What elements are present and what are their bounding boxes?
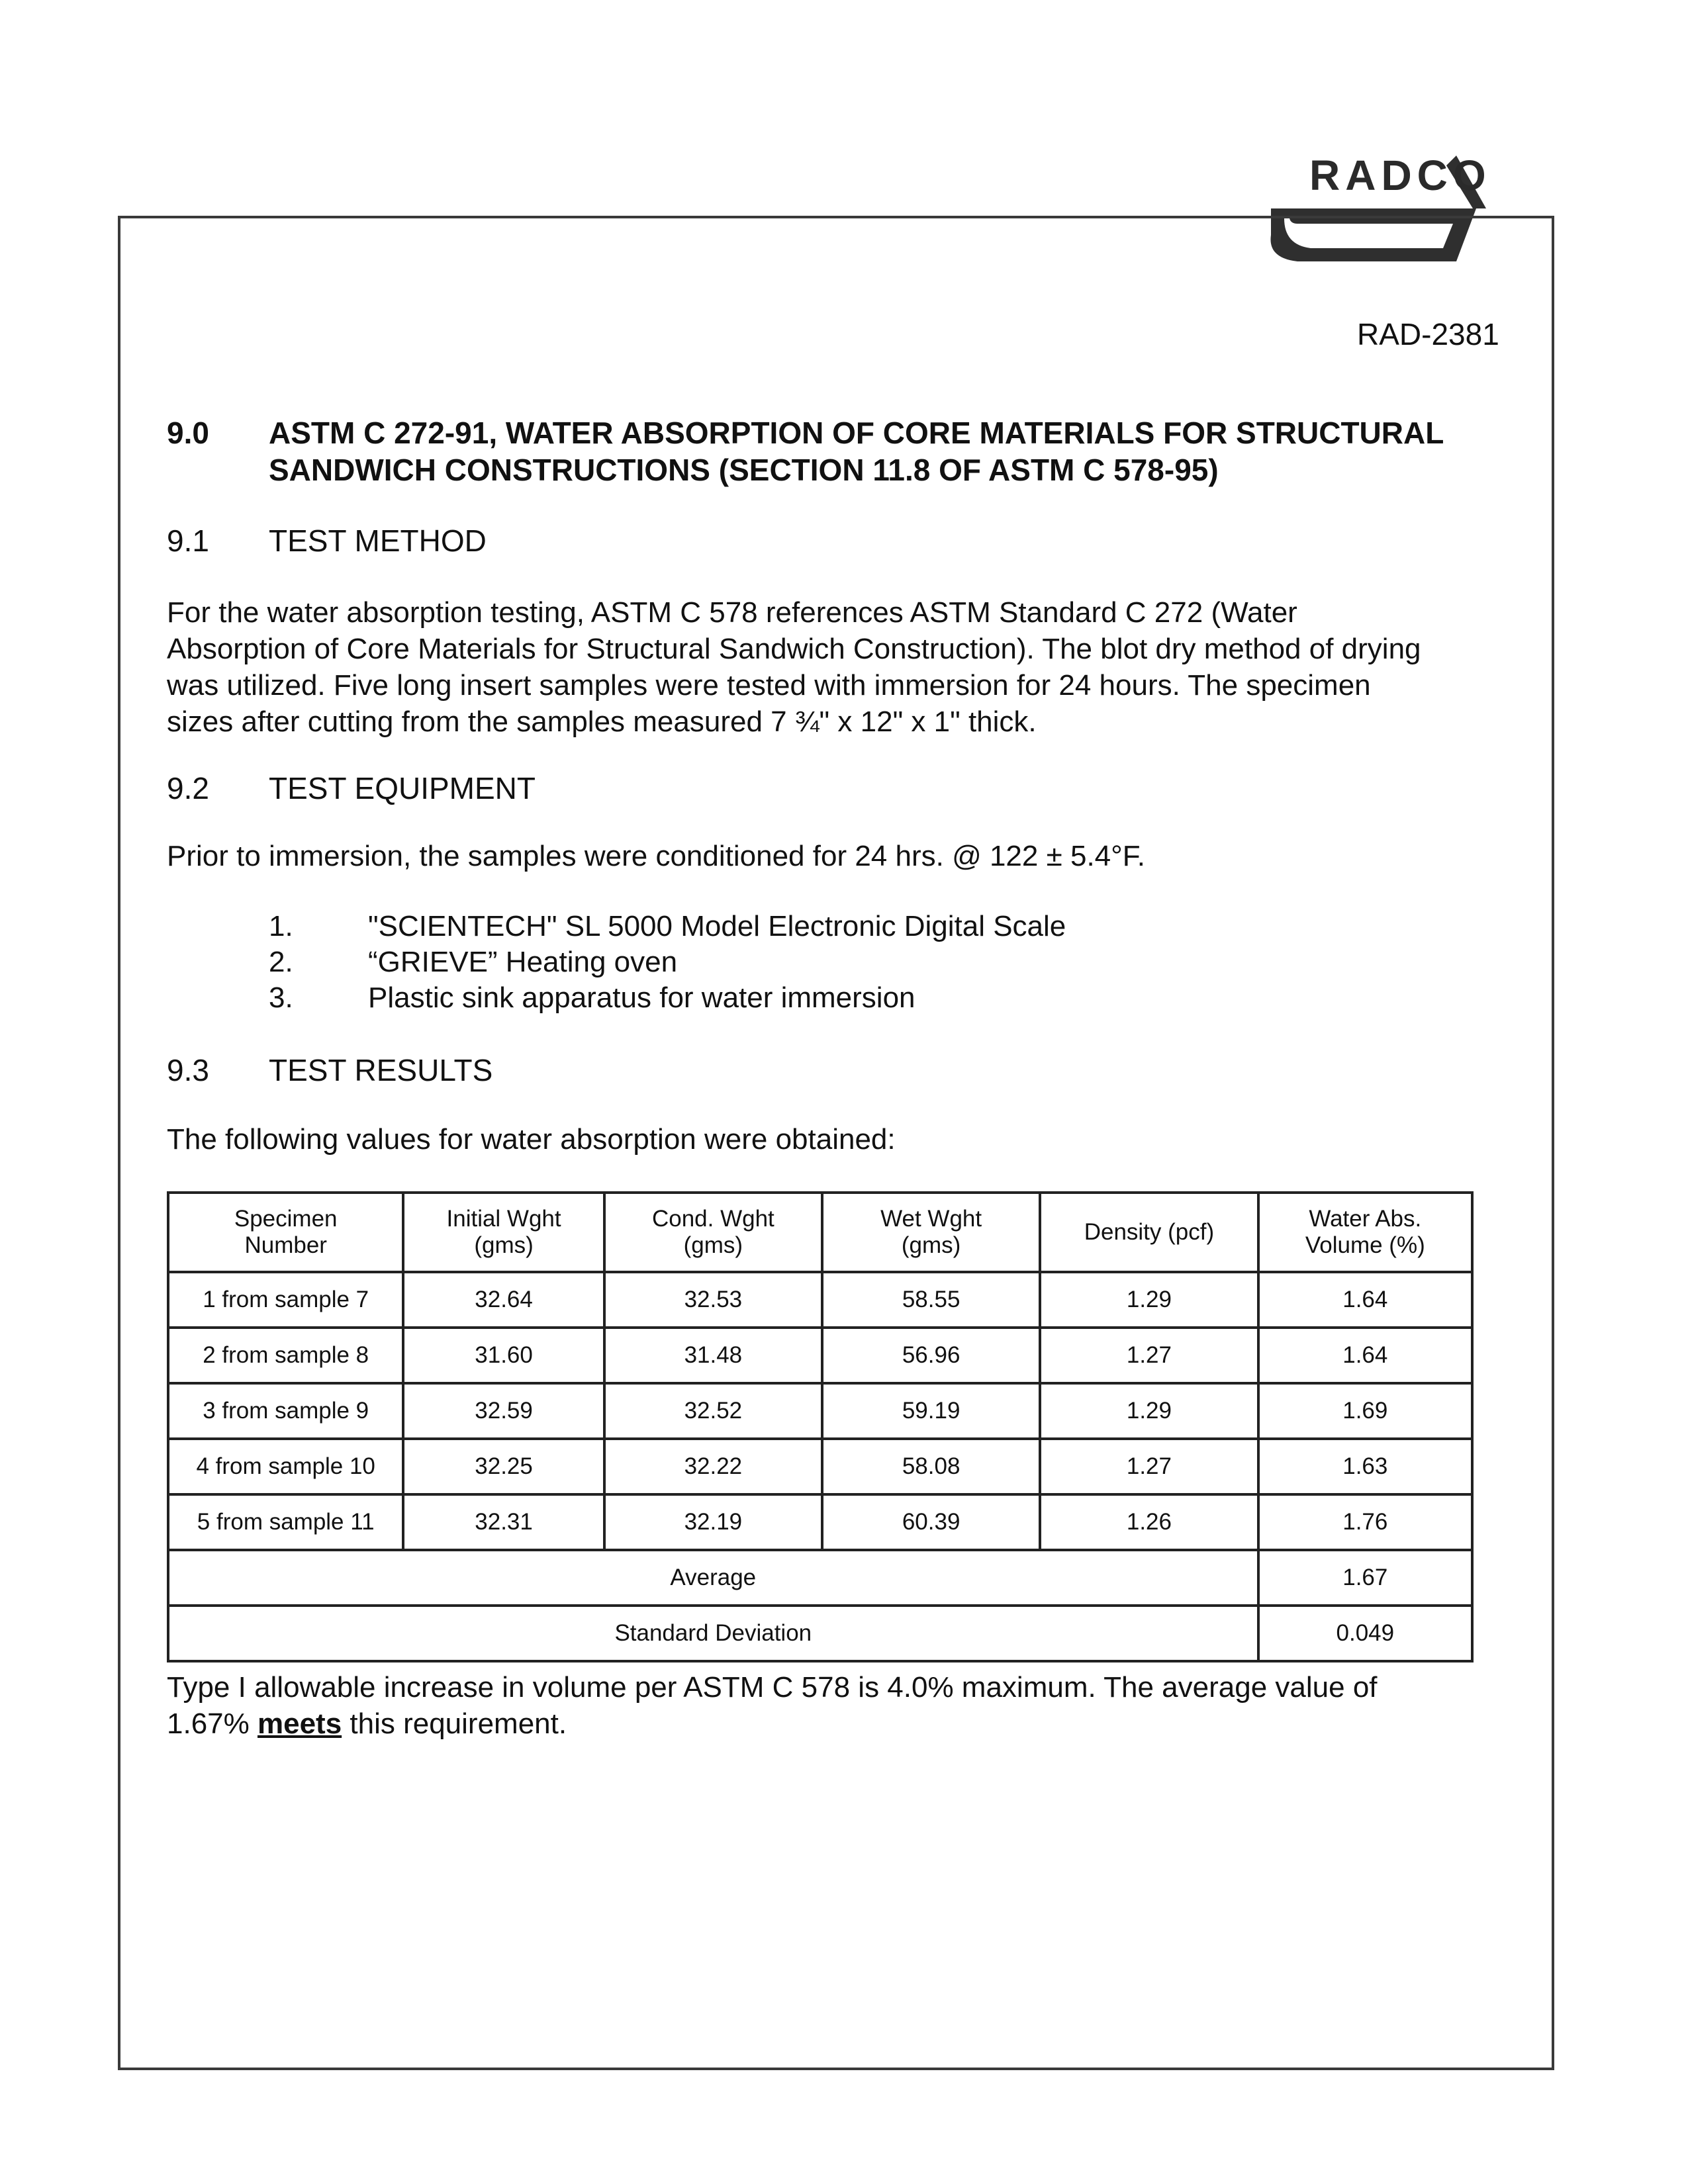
table-average-row <box>168 1550 1472 1606</box>
section-number-results: 9.3 <box>167 1053 209 1087</box>
table-cell: 32.52 <box>604 1383 822 1439</box>
conclusion-line-2 <box>167 1706 1378 1742</box>
header-wet-weight: Wet Wght (gms) <box>822 1193 1040 1272</box>
section-title-method: TEST METHOD <box>269 523 487 558</box>
table-cell: 32.59 <box>403 1383 604 1439</box>
table-cell: 59.19 <box>822 1383 1040 1439</box>
list-item-number: 2. <box>269 946 293 978</box>
method-line: was utilized. Five long insert samples were tested with immersion for 24 hours. The specimen <box>167 669 1371 702</box>
table-cell: 58.55 <box>822 1272 1040 1328</box>
conclusion-emphasis: meets <box>257 1707 342 1740</box>
section-title-results: TEST RESULTS <box>269 1053 493 1087</box>
table-cell: 58.08 <box>822 1439 1040 1494</box>
list-item-number: 1. <box>269 910 293 942</box>
method-paragraph <box>167 594 1421 740</box>
table-cell: 32.64 <box>403 1272 604 1328</box>
conclusion-text: this requirement. <box>342 1707 567 1740</box>
results-intro: The following values for water absorption were obtained: <box>167 1123 896 1156</box>
stddev-label: Standard Deviation <box>168 1606 1258 1661</box>
table-row <box>168 1383 1472 1439</box>
stddev-value: 0.049 <box>1258 1606 1472 1661</box>
table-cell: 56.96 <box>822 1328 1040 1383</box>
list-item-text: Plastic sink apparatus for water immersion <box>368 981 915 1014</box>
section-title-line-2: SANDWICH CONSTRUCTIONS (SECTION 11.8 OF ASTM C 578-95) <box>269 453 1219 487</box>
table-cell: 31.48 <box>604 1328 822 1383</box>
section-number-equipment: 9.2 <box>167 771 209 805</box>
table-cell: 1.29 <box>1040 1272 1258 1328</box>
section-number-method: 9.1 <box>167 523 209 558</box>
method-line: For the water absorption testing, ASTM C 578 references ASTM Standard C 272 (Water <box>167 596 1297 629</box>
table-cell: 1.69 <box>1258 1383 1472 1439</box>
document-id: RAD-2381 <box>1357 317 1499 351</box>
table-cell: 1.76 <box>1258 1494 1472 1550</box>
table-cell: 1.26 <box>1040 1494 1258 1550</box>
table-cell: 1 from sample 7 <box>168 1272 403 1328</box>
header-specimen: Specimen Number <box>168 1193 403 1272</box>
table-cell: 32.25 <box>403 1439 604 1494</box>
header-water-abs: Water Abs. Volume (%) <box>1258 1193 1472 1272</box>
table-stddev-row <box>168 1606 1472 1661</box>
section-title-main <box>269 414 1444 488</box>
section-number-main: 9.0 <box>167 416 209 450</box>
table-cell: 1.27 <box>1040 1328 1258 1383</box>
table-cell: 2 from sample 8 <box>168 1328 403 1383</box>
table-cell: 1.64 <box>1258 1328 1472 1383</box>
average-label: Average <box>168 1550 1258 1606</box>
conclusion-text: 1.67% <box>167 1707 258 1740</box>
header-initial-weight: Initial Wght (gms) <box>403 1193 604 1272</box>
table-cell: 32.53 <box>604 1272 822 1328</box>
list-item-number: 3. <box>269 981 293 1014</box>
table-header-row <box>168 1193 1472 1272</box>
table-cell: 5 from sample 11 <box>168 1494 403 1550</box>
table-cell: 31.60 <box>403 1328 604 1383</box>
table-row <box>168 1272 1472 1328</box>
conclusion-line-1: Type I allowable increase in volume per ASTM C 578 is 4.0% maximum. The average value of <box>167 1671 1378 1704</box>
section-title-line-1: ASTM C 272-91, WATER ABSORPTION OF CORE MATERIALS FOR STRUCTURAL <box>269 416 1444 450</box>
table-cell: 1.27 <box>1040 1439 1258 1494</box>
conclusion-paragraph <box>167 1669 1378 1742</box>
average-value: 1.67 <box>1258 1550 1472 1606</box>
table-cell: 32.22 <box>604 1439 822 1494</box>
table-row <box>168 1439 1472 1494</box>
equipment-intro: Prior to immersion, the samples were conditioned for 24 hrs. @ 122 ± 5.4°F. <box>167 840 1145 872</box>
header-cond-weight: Cond. Wght (gms) <box>604 1193 822 1272</box>
table-cell: 60.39 <box>822 1494 1040 1550</box>
table-cell: 32.31 <box>403 1494 604 1550</box>
list-item-text: “GRIEVE” Heating oven <box>368 946 678 978</box>
method-line: Absorption of Core Materials for Structural Sandwich Construction). The blot dry method of drying <box>167 633 1421 665</box>
table-cell: 1.64 <box>1258 1272 1472 1328</box>
logo-text: RADCO <box>1309 152 1491 199</box>
method-line: sizes after cutting from the samples measured 7 ¾" x 12" x 1" thick. <box>167 705 1037 738</box>
table-row <box>168 1328 1472 1383</box>
results-table <box>167 1191 1474 1662</box>
table-cell: 1.29 <box>1040 1383 1258 1439</box>
table-cell: 1.63 <box>1258 1439 1472 1494</box>
table-row <box>168 1494 1472 1550</box>
list-item-text: "SCIENTECH" SL 5000 Model Electronic Digital Scale <box>368 910 1066 942</box>
table-cell: 3 from sample 9 <box>168 1383 403 1439</box>
section-title-equipment: TEST EQUIPMENT <box>269 771 536 805</box>
table-cell: 4 from sample 10 <box>168 1439 403 1494</box>
table-cell: 32.19 <box>604 1494 822 1550</box>
header-density: Density (pcf) <box>1040 1193 1258 1272</box>
